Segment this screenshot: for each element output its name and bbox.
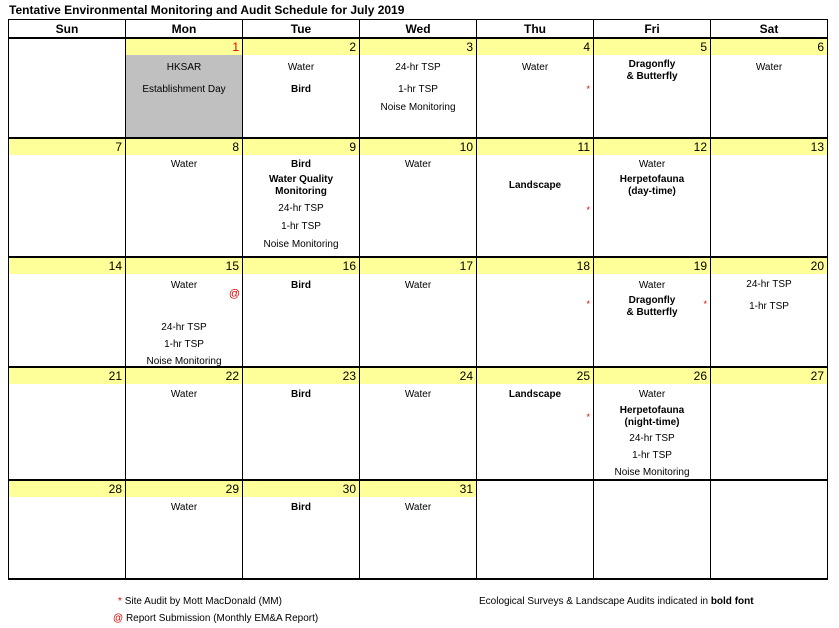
day-cell [594,38,711,138]
weekday-header-row [9,20,828,39]
day-cell-body [9,368,125,479]
day-cell [477,38,594,138]
day-number: 11 [477,139,593,155]
day-cell-body [360,39,476,137]
holiday-block [126,55,242,137]
monitoring-event: Noise Monitoring [614,467,690,478]
day-number: 3 [360,39,476,55]
day-cell-body [243,368,359,479]
weekday-header: Wed [360,20,477,39]
day-cell [711,480,828,579]
day-content [243,274,359,366]
day-cell [477,480,594,579]
day-cell [711,367,828,480]
day-number: 31 [360,481,476,497]
day-cell [9,257,126,367]
legend-eco-font: font [734,596,754,607]
monitoring-event: 1-hr TSP [632,450,672,461]
day-cell-body [594,368,710,479]
ecological-event: Bird [291,84,311,95]
week-row [9,138,828,257]
day-number: 27 [711,368,827,384]
weekday-header: Fri [594,20,711,39]
day-cell [243,38,360,138]
day-cell-body [9,39,125,137]
day-cell [126,38,243,138]
day-cell [126,257,243,367]
day-cell-body [711,139,827,256]
ecological-event: Herpetofauna [619,405,685,416]
day-cell-body [477,139,593,256]
day-cell [711,138,828,257]
day-number [9,39,125,55]
day-cell [9,38,126,138]
day-number [477,481,593,497]
day-cell [594,138,711,257]
day-cell [126,367,243,480]
day-number: 30 [243,481,359,497]
report-submission-marker: @ [228,288,240,300]
day-cell [126,138,243,257]
monitoring-event: Water [170,280,198,291]
ecological-event: Bird [291,159,311,170]
day-cell [711,38,828,138]
ecological-event: Herpetofauna [619,174,685,185]
day-content [243,497,359,578]
day-cell-body [243,39,359,137]
monitoring-event: 24-hr TSP [278,203,324,214]
day-content [243,384,359,479]
day-cell [477,257,594,367]
day-number: 19 [594,258,710,274]
day-content [126,155,242,256]
day-content [9,497,125,578]
day-cell-body [126,39,242,137]
day-number: 5 [594,39,710,55]
day-cell [360,38,477,138]
day-number: 15 [126,258,242,274]
day-cell-body [9,139,125,256]
day-cell-body [477,258,593,366]
day-content [594,155,710,256]
legend-ecological [479,596,754,608]
day-content [594,384,710,479]
weekday-header: Tue [243,20,360,39]
day-cell [243,138,360,257]
monitoring-event: Water [755,62,783,73]
monitoring-event: Water [404,159,432,170]
day-cell-body [360,139,476,256]
day-cell-body [594,481,710,578]
monitoring-event: Noise Monitoring [146,356,222,367]
monitoring-event: Water [287,62,315,73]
day-cell [360,480,477,579]
day-cell-body [477,39,593,137]
day-cell-body [360,368,476,479]
monitoring-event: Noise Monitoring [380,102,456,113]
monitoring-event: 24-hr TSP [629,433,675,444]
day-content [360,55,476,137]
day-content [126,384,242,479]
legend-audit [118,596,282,608]
day-number: 13 [711,139,827,155]
day-content [360,497,476,578]
day-cell [477,138,594,257]
day-cell-body [477,368,593,479]
day-number: 23 [243,368,359,384]
day-content [594,497,710,578]
day-number: 25 [477,368,593,384]
day-content [360,274,476,366]
schedule-title: Tentative Environmental Monitoring and Audit Schedule for July 2019 [9,3,405,17]
day-cell-body [711,258,827,366]
day-cell-body [594,258,710,366]
day-cell [360,367,477,480]
day-cell [594,367,711,480]
monitoring-event: Water [170,159,198,170]
day-content [126,274,242,366]
ecological-event: Landscape [508,180,562,191]
monitoring-event: Water [521,62,549,73]
day-cell-body [126,368,242,479]
weekday-header: Mon [126,20,243,39]
day-cell-body [126,139,242,256]
day-cell-body [243,258,359,366]
audit-marker-symbol: * [118,596,122,607]
day-content [126,497,242,578]
legend-report [113,613,318,625]
day-cell-body [360,481,476,578]
day-number [594,481,710,497]
monitoring-event: HKSAR [166,62,202,73]
day-number: 24 [360,368,476,384]
day-cell [594,257,711,367]
day-cell [9,480,126,579]
day-number [711,481,827,497]
week-row [9,480,828,579]
day-cell-body [477,481,593,578]
site-audit-marker: * [586,205,590,215]
day-number: 8 [126,139,242,155]
day-number: 6 [711,39,827,55]
day-cell [9,138,126,257]
monitoring-event: Water [638,280,666,291]
day-cell [9,367,126,480]
monitoring-event: Water [638,159,666,170]
day-number: 14 [9,258,125,274]
day-number: 17 [360,258,476,274]
day-content [711,155,827,256]
ecological-event: & Butterfly [626,71,678,82]
ecological-event: Bird [291,389,311,400]
monitoring-event: Water [638,389,666,400]
day-number: 4 [477,39,593,55]
monitoring-event: Noise Monitoring [263,239,339,250]
legend-eco-bold: bold [710,596,732,607]
ecological-event: (night-time) [624,417,680,428]
day-cell [126,480,243,579]
site-audit-marker: * [586,299,590,309]
week-row [9,257,828,367]
day-content [9,384,125,479]
day-content [711,55,827,137]
day-number: 2 [243,39,359,55]
day-number: 26 [594,368,710,384]
ecological-event: (day-time) [628,186,676,197]
legend-eco-text: Ecological Surveys & Landscape Audits indicated in [479,596,709,607]
day-content [9,55,125,137]
day-cell-body [360,258,476,366]
day-cell [360,257,477,367]
day-cell-body [711,368,827,479]
day-cell-body [711,39,827,137]
day-content [594,274,710,366]
monitoring-event: 1-hr TSP [749,301,789,312]
day-number: 10 [360,139,476,155]
monitoring-event: 24-hr TSP [161,322,207,333]
week-row [9,38,828,138]
day-content [711,497,827,578]
monitoring-event: 1-hr TSP [281,221,321,232]
ecological-event: Bird [291,280,311,291]
day-cell-body [9,258,125,366]
weekday-header: Sun [9,20,126,39]
day-content [711,274,827,366]
monitoring-event: Establishment Day [142,84,226,95]
day-cell [243,257,360,367]
legend-audit-text: Site Audit by Mott MacDonald (MM) [124,596,282,607]
day-cell-body [594,139,710,256]
day-content [243,55,359,137]
ecological-event: Bird [291,502,311,513]
day-number: 9 [243,139,359,155]
day-content [477,155,593,256]
day-number: 28 [9,481,125,497]
monitoring-event: 24-hr TSP [395,62,441,73]
day-content [711,384,827,479]
day-content [360,155,476,256]
monitoring-event: Water [404,280,432,291]
day-cell-body [126,481,242,578]
ecological-event: Dragonfly [628,59,676,70]
monitoring-event: Water [170,389,198,400]
site-audit-marker: * [586,84,590,94]
ecological-event: Landscape [508,389,562,400]
day-cell [243,367,360,480]
day-number: 7 [9,139,125,155]
day-content [594,55,710,137]
calendar-grid [8,19,828,580]
day-cell-body [711,481,827,578]
day-content [9,155,125,256]
monitoring-event: 1-hr TSP [164,339,204,350]
monitoring-event: Water [170,502,198,513]
site-audit-marker: * [586,412,590,422]
day-cell [594,480,711,579]
day-content [243,155,359,256]
day-number: 21 [9,368,125,384]
weekday-header: Thu [477,20,594,39]
monitoring-event: Water [404,389,432,400]
day-cell [711,257,828,367]
day-number: 12 [594,139,710,155]
legend-report-text: Report Submission (Monthly EM&A Report) [125,613,319,624]
day-number: 29 [126,481,242,497]
day-cell-body [126,258,242,366]
day-content [477,274,593,366]
day-content [477,497,593,578]
weekday-header: Sat [711,20,828,39]
ecological-event: Monitoring [275,186,327,197]
day-number: 22 [126,368,242,384]
site-audit-marker: * [703,299,707,309]
day-content [477,55,593,137]
day-content [360,384,476,479]
day-cell [477,367,594,480]
ecological-event: Water Quality [268,174,334,185]
day-number: 16 [243,258,359,274]
ecological-event: Dragonfly [628,295,676,306]
day-content [9,274,125,366]
report-marker-symbol: @ [113,613,124,624]
day-number: 18 [477,258,593,274]
monitoring-event: Water [404,502,432,513]
day-content [477,384,593,479]
day-cell-body [9,481,125,578]
week-row [9,367,828,480]
day-cell-body [243,481,359,578]
monitoring-event: 24-hr TSP [746,279,792,290]
day-number: 1 [126,39,242,55]
day-cell-body [243,139,359,256]
day-cell-body [594,39,710,137]
day-cell [360,138,477,257]
ecological-event: & Butterfly [626,307,678,318]
day-number: 20 [711,258,827,274]
monitoring-event: 1-hr TSP [398,84,438,95]
day-cell [243,480,360,579]
